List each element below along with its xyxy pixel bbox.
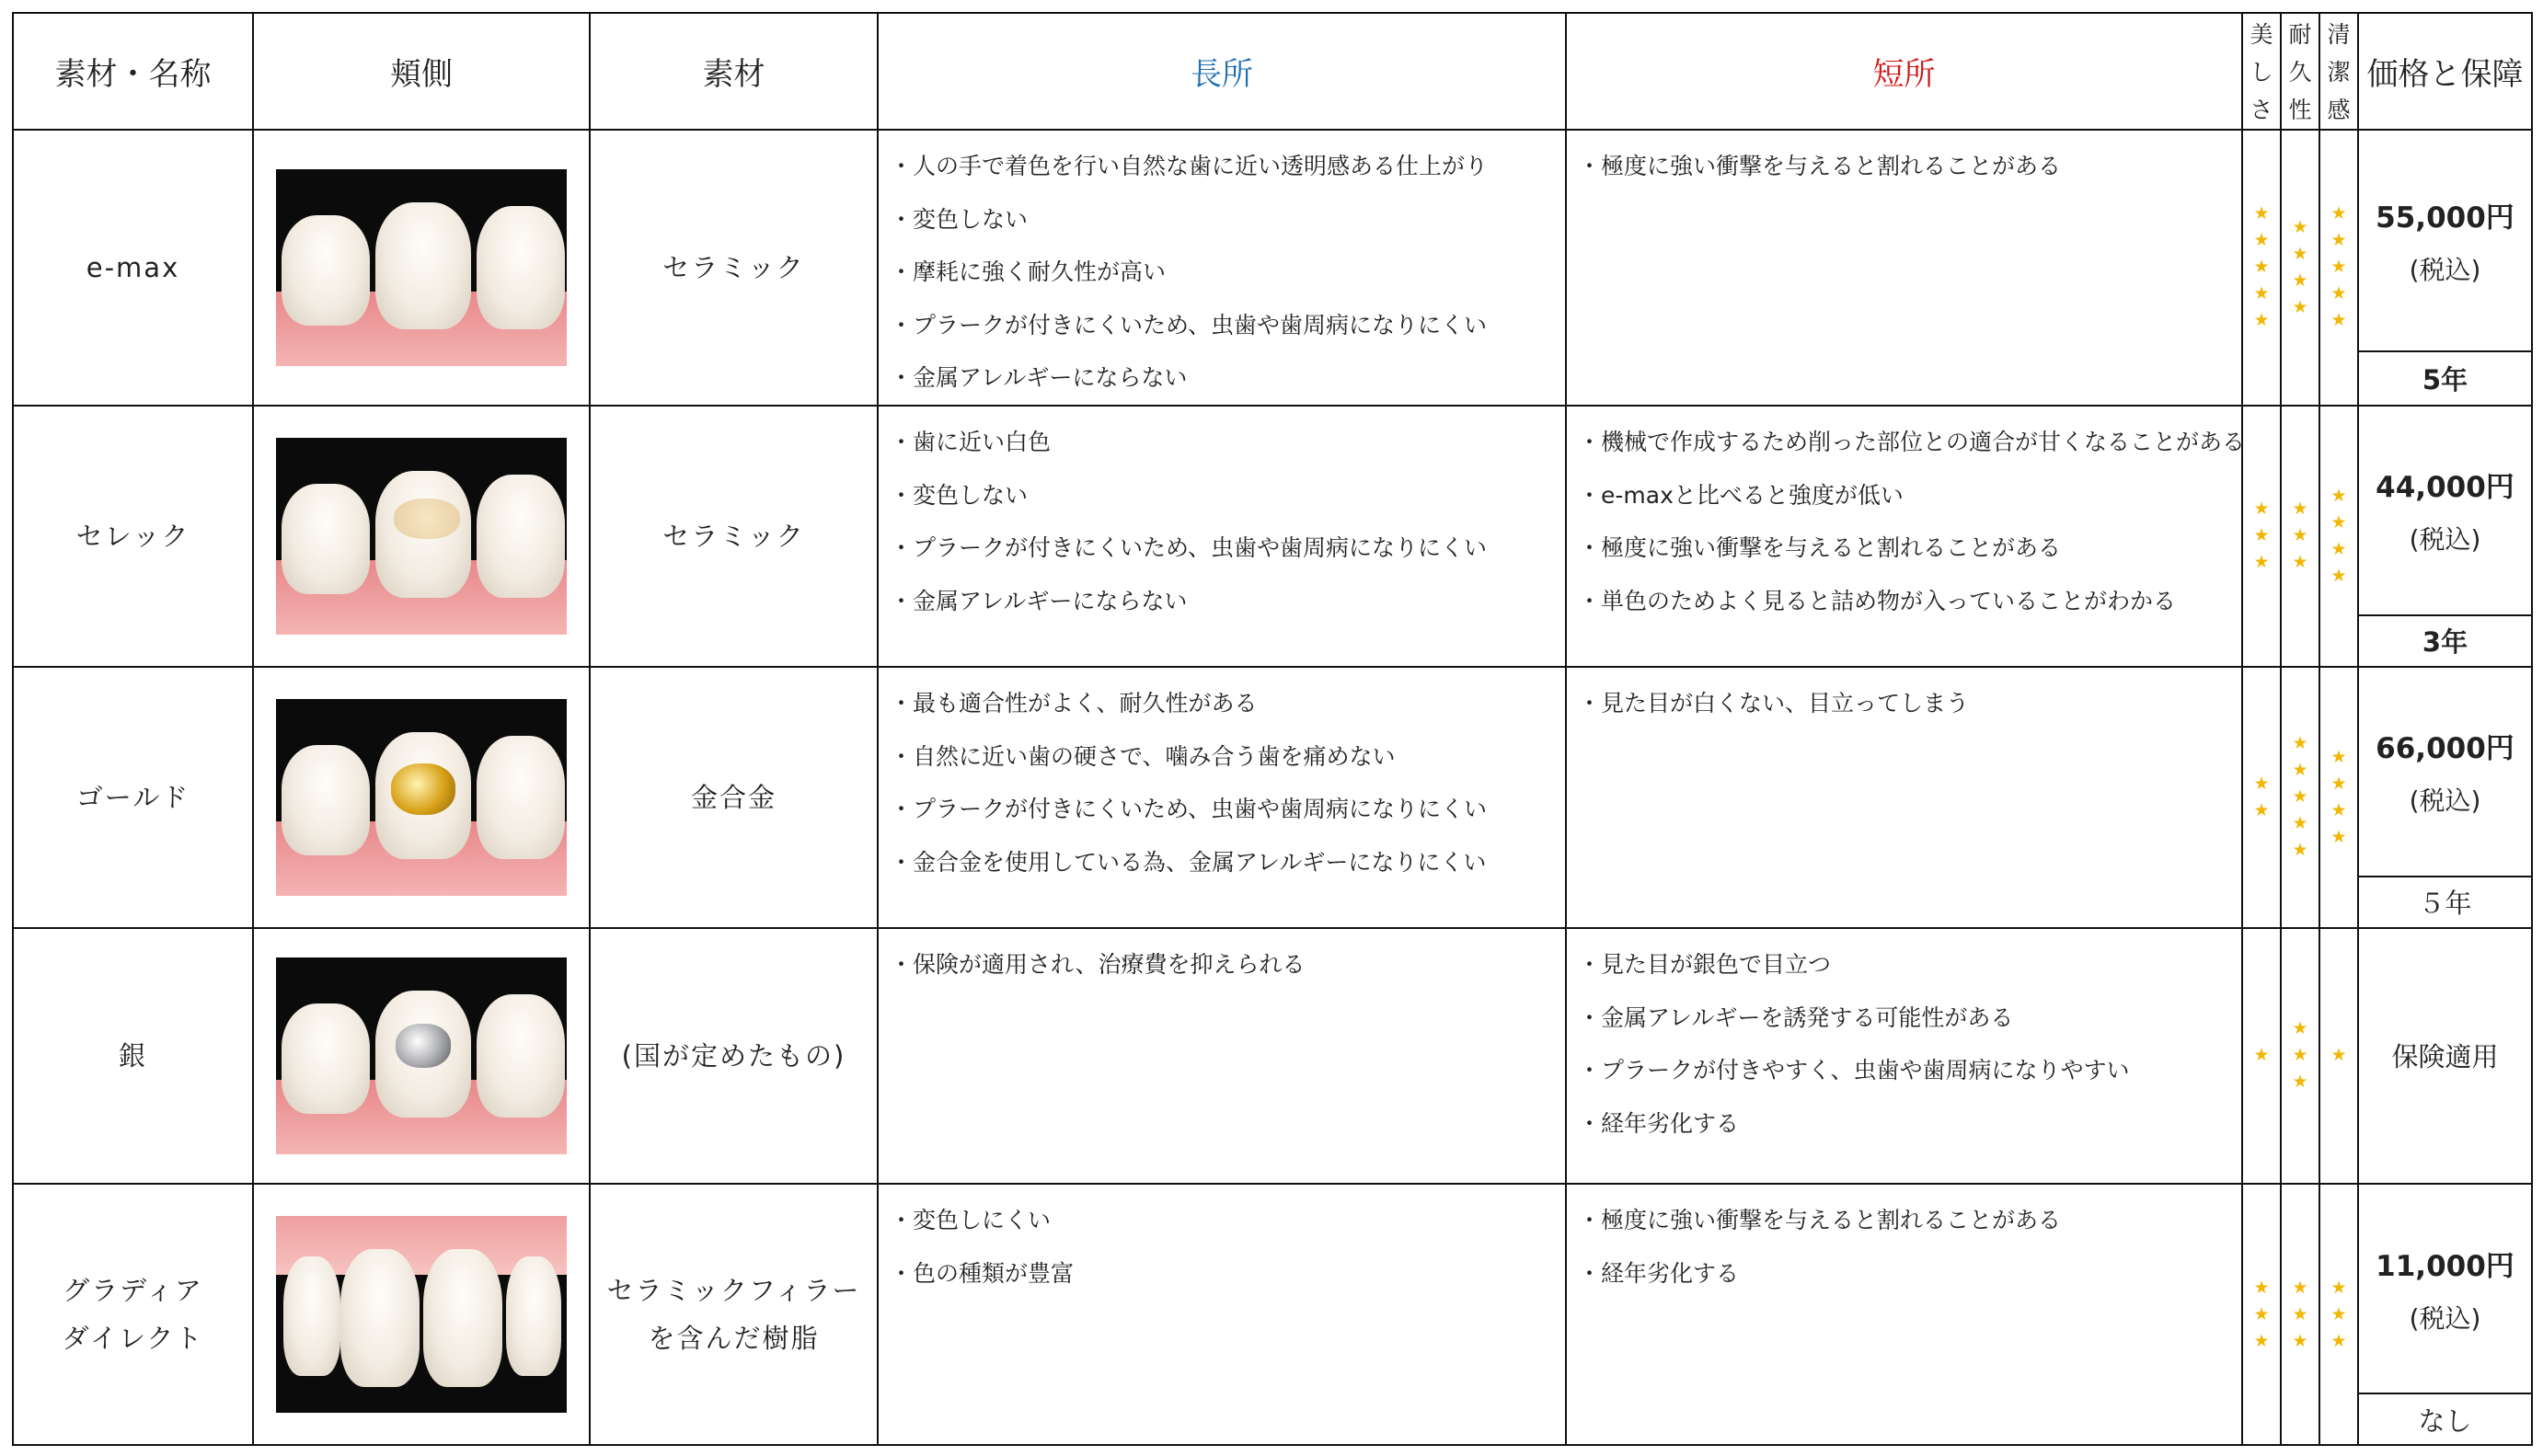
- row-material-line: セラミック: [662, 251, 805, 283]
- row-pros-list: [890, 1194, 1558, 1300]
- row-pros: [878, 928, 1566, 1184]
- row-name: [13, 1184, 253, 1445]
- row-price: [2358, 406, 2532, 615]
- price-tax-note: (税込): [2409, 1302, 2481, 1334]
- table-row: [13, 667, 2532, 877]
- star-icon: ★: [2292, 786, 2308, 808]
- list-item: ・ 経年劣化する: [1578, 1097, 2234, 1151]
- star-icon: ★: [2292, 216, 2308, 237]
- star-icon: ★: [2292, 499, 2308, 520]
- row-pros-list: [890, 677, 1558, 889]
- row-material-line: セラミック: [662, 520, 805, 552]
- list-item: ・ 金属アレルギーにならない: [890, 351, 1558, 405]
- cerec-inlay-photo: [276, 438, 567, 635]
- row-name: [13, 406, 253, 667]
- header-material: 素材: [590, 13, 878, 130]
- star-icon: ★: [2330, 310, 2347, 331]
- star-icon: ★: [2292, 840, 2308, 861]
- star-icon: ★: [2253, 310, 2270, 331]
- row-cons: [1566, 928, 2242, 1184]
- row-material: [590, 928, 878, 1184]
- row-name-line: ゴールド: [75, 781, 190, 813]
- star-icon: ★: [2253, 525, 2270, 546]
- list-item: ・ プラークが付きにくいため、虫歯や歯周病になりにくい: [890, 522, 1558, 575]
- star-icon: ★: [2330, 485, 2347, 506]
- row-name: [13, 928, 253, 1184]
- star-icon: ★: [2292, 1018, 2308, 1039]
- star-icon: ★: [2292, 1045, 2308, 1066]
- star-icon: ★: [2330, 1303, 2347, 1324]
- row-cons-list: [1578, 938, 2234, 1150]
- list-item: ・ 機械で作成するため削った部位との適合が甘くなることがある: [1578, 416, 2234, 469]
- row-name: [13, 667, 253, 928]
- star-icon: ★: [2253, 773, 2270, 794]
- star-icon: ★: [2330, 565, 2347, 586]
- star-icon: ★: [2253, 1330, 2270, 1351]
- star-icon: ★: [2253, 499, 2270, 520]
- table-row: [13, 1184, 2532, 1393]
- row-photo: [253, 667, 590, 928]
- row-material-line: (国が定めたもの): [621, 1039, 846, 1072]
- star-icon: ★: [2330, 746, 2347, 767]
- row-material-line: を含んだ樹脂: [648, 1323, 820, 1354]
- row-warranty: 5年: [2358, 351, 2532, 406]
- star-icon: ★: [2253, 1277, 2270, 1298]
- rating-durability: [2281, 1184, 2319, 1445]
- row-pros: [878, 667, 1566, 928]
- row-material: [590, 1184, 878, 1445]
- row-name-line: e-max: [86, 251, 180, 283]
- row-name-line: 銀: [118, 1039, 147, 1072]
- row-pros-list: [890, 140, 1558, 405]
- price-amount: 66,000円: [2376, 732, 2514, 766]
- star-icon: ★: [2330, 1330, 2347, 1351]
- header-pros: 長所: [878, 13, 1566, 130]
- rating-cleanliness: [2319, 667, 2358, 928]
- row-warranty: なし: [2358, 1393, 2532, 1445]
- list-item: ・ 単色のためよく見ると詰め物が入っていることがわかる: [1578, 575, 2234, 628]
- row-name-line: ダイレクト: [62, 1323, 204, 1354]
- list-item: ・ 金属アレルギーにならない: [890, 575, 1558, 628]
- star-icon: ★: [2292, 243, 2308, 264]
- silver-inlay-photo: [276, 957, 567, 1154]
- list-item: ・ 極度に強い衝撃を与えると割れることがある: [1578, 140, 2234, 193]
- header-row: [13, 13, 2532, 130]
- rating-beauty: [2242, 928, 2281, 1184]
- list-item: ・ e-maxと比べると強度が低い: [1578, 469, 2234, 522]
- rating-cleanliness: [2319, 928, 2358, 1184]
- rating-beauty: [2242, 667, 2281, 928]
- row-material: [590, 406, 878, 667]
- star-icon: ★: [2253, 1303, 2270, 1324]
- gradia-direct-photo: [276, 1216, 567, 1413]
- table-body: [13, 130, 2532, 1445]
- row-cons: [1566, 667, 2242, 928]
- materials-comparison-table: [12, 12, 2533, 1446]
- row-photo: [253, 928, 590, 1184]
- row-cons-list: [1578, 1194, 2234, 1300]
- row-price: [2358, 928, 2532, 1184]
- row-cons-list: [1578, 416, 2246, 627]
- price-amount: 44,000円: [2376, 471, 2514, 505]
- header-cleanliness: 清 潔 感: [2319, 13, 2358, 130]
- row-pros: [878, 1184, 1566, 1445]
- star-icon: ★: [2292, 760, 2308, 781]
- rating-beauty: [2242, 1184, 2281, 1445]
- star-icon: ★: [2330, 230, 2347, 251]
- star-icon: ★: [2330, 283, 2347, 304]
- star-icon: ★: [2253, 230, 2270, 251]
- row-price: [2358, 1184, 2532, 1393]
- rating-durability: [2281, 667, 2319, 928]
- star-icon: ★: [2330, 1277, 2347, 1298]
- list-item: ・ 保険が適用され、治療費を抑えられる: [890, 938, 1558, 992]
- star-icon: ★: [2292, 1330, 2308, 1351]
- star-icon: ★: [2330, 511, 2347, 533]
- list-item: ・ 摩耗に強く耐久性が高い: [890, 246, 1558, 299]
- row-material: [590, 667, 878, 928]
- list-item: ・ 自然に近い歯の硬さで、噛み合う歯を痛めない: [890, 730, 1558, 784]
- header-photo: 頬側: [253, 13, 590, 130]
- list-item: ・ 極度に強い衝撃を与えると割れることがある: [1578, 1194, 2234, 1247]
- header-name: 素材・名称: [13, 13, 253, 130]
- rating-durability: [2281, 130, 2319, 406]
- row-photo: [253, 130, 590, 406]
- price-amount: 11,000円: [2376, 1249, 2514, 1283]
- star-icon: ★: [2292, 525, 2308, 546]
- price-tax-note: (税込): [2409, 524, 2481, 556]
- list-item: ・ 変色しない: [890, 469, 1558, 522]
- star-icon: ★: [2292, 296, 2308, 317]
- star-icon: ★: [2292, 552, 2308, 573]
- row-photo: [253, 1184, 590, 1445]
- list-item: ・ 最も適合性がよく、耐久性がある: [890, 677, 1558, 730]
- header-durability: 耐 久 性: [2281, 13, 2319, 130]
- row-pros-list: [890, 938, 1558, 992]
- rating-cleanliness: [2319, 1184, 2358, 1445]
- star-icon: ★: [2253, 257, 2270, 278]
- star-icon: ★: [2292, 1303, 2308, 1324]
- header-beauty: 美 し さ: [2242, 13, 2281, 130]
- star-icon: ★: [2253, 283, 2270, 304]
- list-item: ・ プラークが付きにくいため、虫歯や歯周病になりにくい: [890, 783, 1558, 836]
- list-item: ・ プラークが付きにくいため、虫歯や歯周病になりにくい: [890, 299, 1558, 352]
- list-item: ・ 変色しにくい: [890, 1194, 1558, 1247]
- price-amount: 55,000円: [2376, 201, 2514, 235]
- list-item: ・ 見た目が銀色で目立つ: [1578, 938, 2234, 992]
- row-cons: [1566, 406, 2246, 667]
- row-pros-list: [890, 416, 1558, 627]
- row-name-line: グラディア: [63, 1275, 203, 1306]
- star-icon: ★: [2330, 538, 2347, 559]
- row-cons-list: [1578, 677, 2234, 730]
- star-icon: ★: [2330, 799, 2347, 820]
- row-cons: [1566, 1184, 2242, 1445]
- price-amount: 保険適用: [2391, 1041, 2499, 1073]
- star-icon: ★: [2330, 1045, 2347, 1066]
- star-icon: ★: [2330, 257, 2347, 278]
- star-icon: ★: [2292, 269, 2308, 291]
- price-tax-note: (税込): [2409, 254, 2481, 285]
- star-icon: ★: [2292, 733, 2308, 754]
- rating-beauty: [2242, 406, 2281, 667]
- list-item: ・ 極度に強い衝撃を与えると割れることがある: [1578, 522, 2234, 575]
- star-icon: ★: [2292, 813, 2308, 834]
- star-icon: ★: [2253, 203, 2270, 224]
- star-icon: ★: [2253, 1045, 2270, 1066]
- row-material-line: 金合金: [690, 781, 777, 813]
- row-name-line: セレック: [75, 520, 190, 552]
- row-warranty: 3年: [2358, 615, 2532, 667]
- gold-inlay-photo: [276, 699, 567, 896]
- list-item: ・ 歯に近い白色: [890, 416, 1558, 469]
- list-item: ・ 金属アレルギーを誘発する可能性がある: [1578, 992, 2234, 1045]
- rating-durability: [2281, 928, 2319, 1184]
- row-name: [13, 130, 253, 406]
- list-item: ・ 変色しない: [890, 193, 1558, 246]
- price-tax-note: (税込): [2409, 785, 2481, 817]
- rating-durability: [2281, 406, 2319, 667]
- row-cons: [1566, 130, 2242, 406]
- rating-cleanliness: [2319, 130, 2358, 406]
- row-material: [590, 130, 878, 406]
- header-price: 価格と保障: [2358, 13, 2532, 130]
- star-icon: ★: [2330, 203, 2347, 224]
- row-price: [2358, 130, 2532, 351]
- star-icon: ★: [2253, 552, 2270, 573]
- ceramic-crowns-photo: [276, 169, 567, 366]
- list-item: ・ 経年劣化する: [1578, 1247, 2234, 1301]
- table-row: [13, 130, 2532, 351]
- star-icon: ★: [2330, 773, 2347, 794]
- list-item: ・ 人の手で着色を行い自然な歯に近い透明感ある仕上がり: [890, 140, 1558, 193]
- row-warranty: ５年: [2358, 877, 2532, 928]
- list-item: ・ 見た目が白くない、目立ってしまう: [1578, 677, 2234, 730]
- row-cons-list: [1578, 140, 2234, 193]
- row-photo: [253, 406, 590, 667]
- header-cons: 短所: [1566, 13, 2242, 130]
- rating-beauty: [2242, 130, 2281, 406]
- table-row: [13, 406, 2532, 615]
- star-icon: ★: [2253, 799, 2270, 820]
- list-item: ・ 色の種類が豊富: [890, 1247, 1558, 1301]
- row-pros: [878, 130, 1566, 406]
- list-item: ・ プラークが付きやすく、虫歯や歯周病になりやすい: [1578, 1044, 2234, 1097]
- row-price: [2358, 667, 2532, 877]
- list-item: ・ 金合金を使用している為、金属アレルギーになりにくい: [890, 836, 1558, 889]
- star-icon: ★: [2330, 826, 2347, 847]
- star-icon: ★: [2292, 1072, 2308, 1093]
- rating-cleanliness: [2319, 406, 2358, 667]
- row-pros: [878, 406, 1566, 667]
- star-icon: ★: [2292, 1277, 2308, 1298]
- row-material-line: セラミックフィラー: [606, 1275, 861, 1306]
